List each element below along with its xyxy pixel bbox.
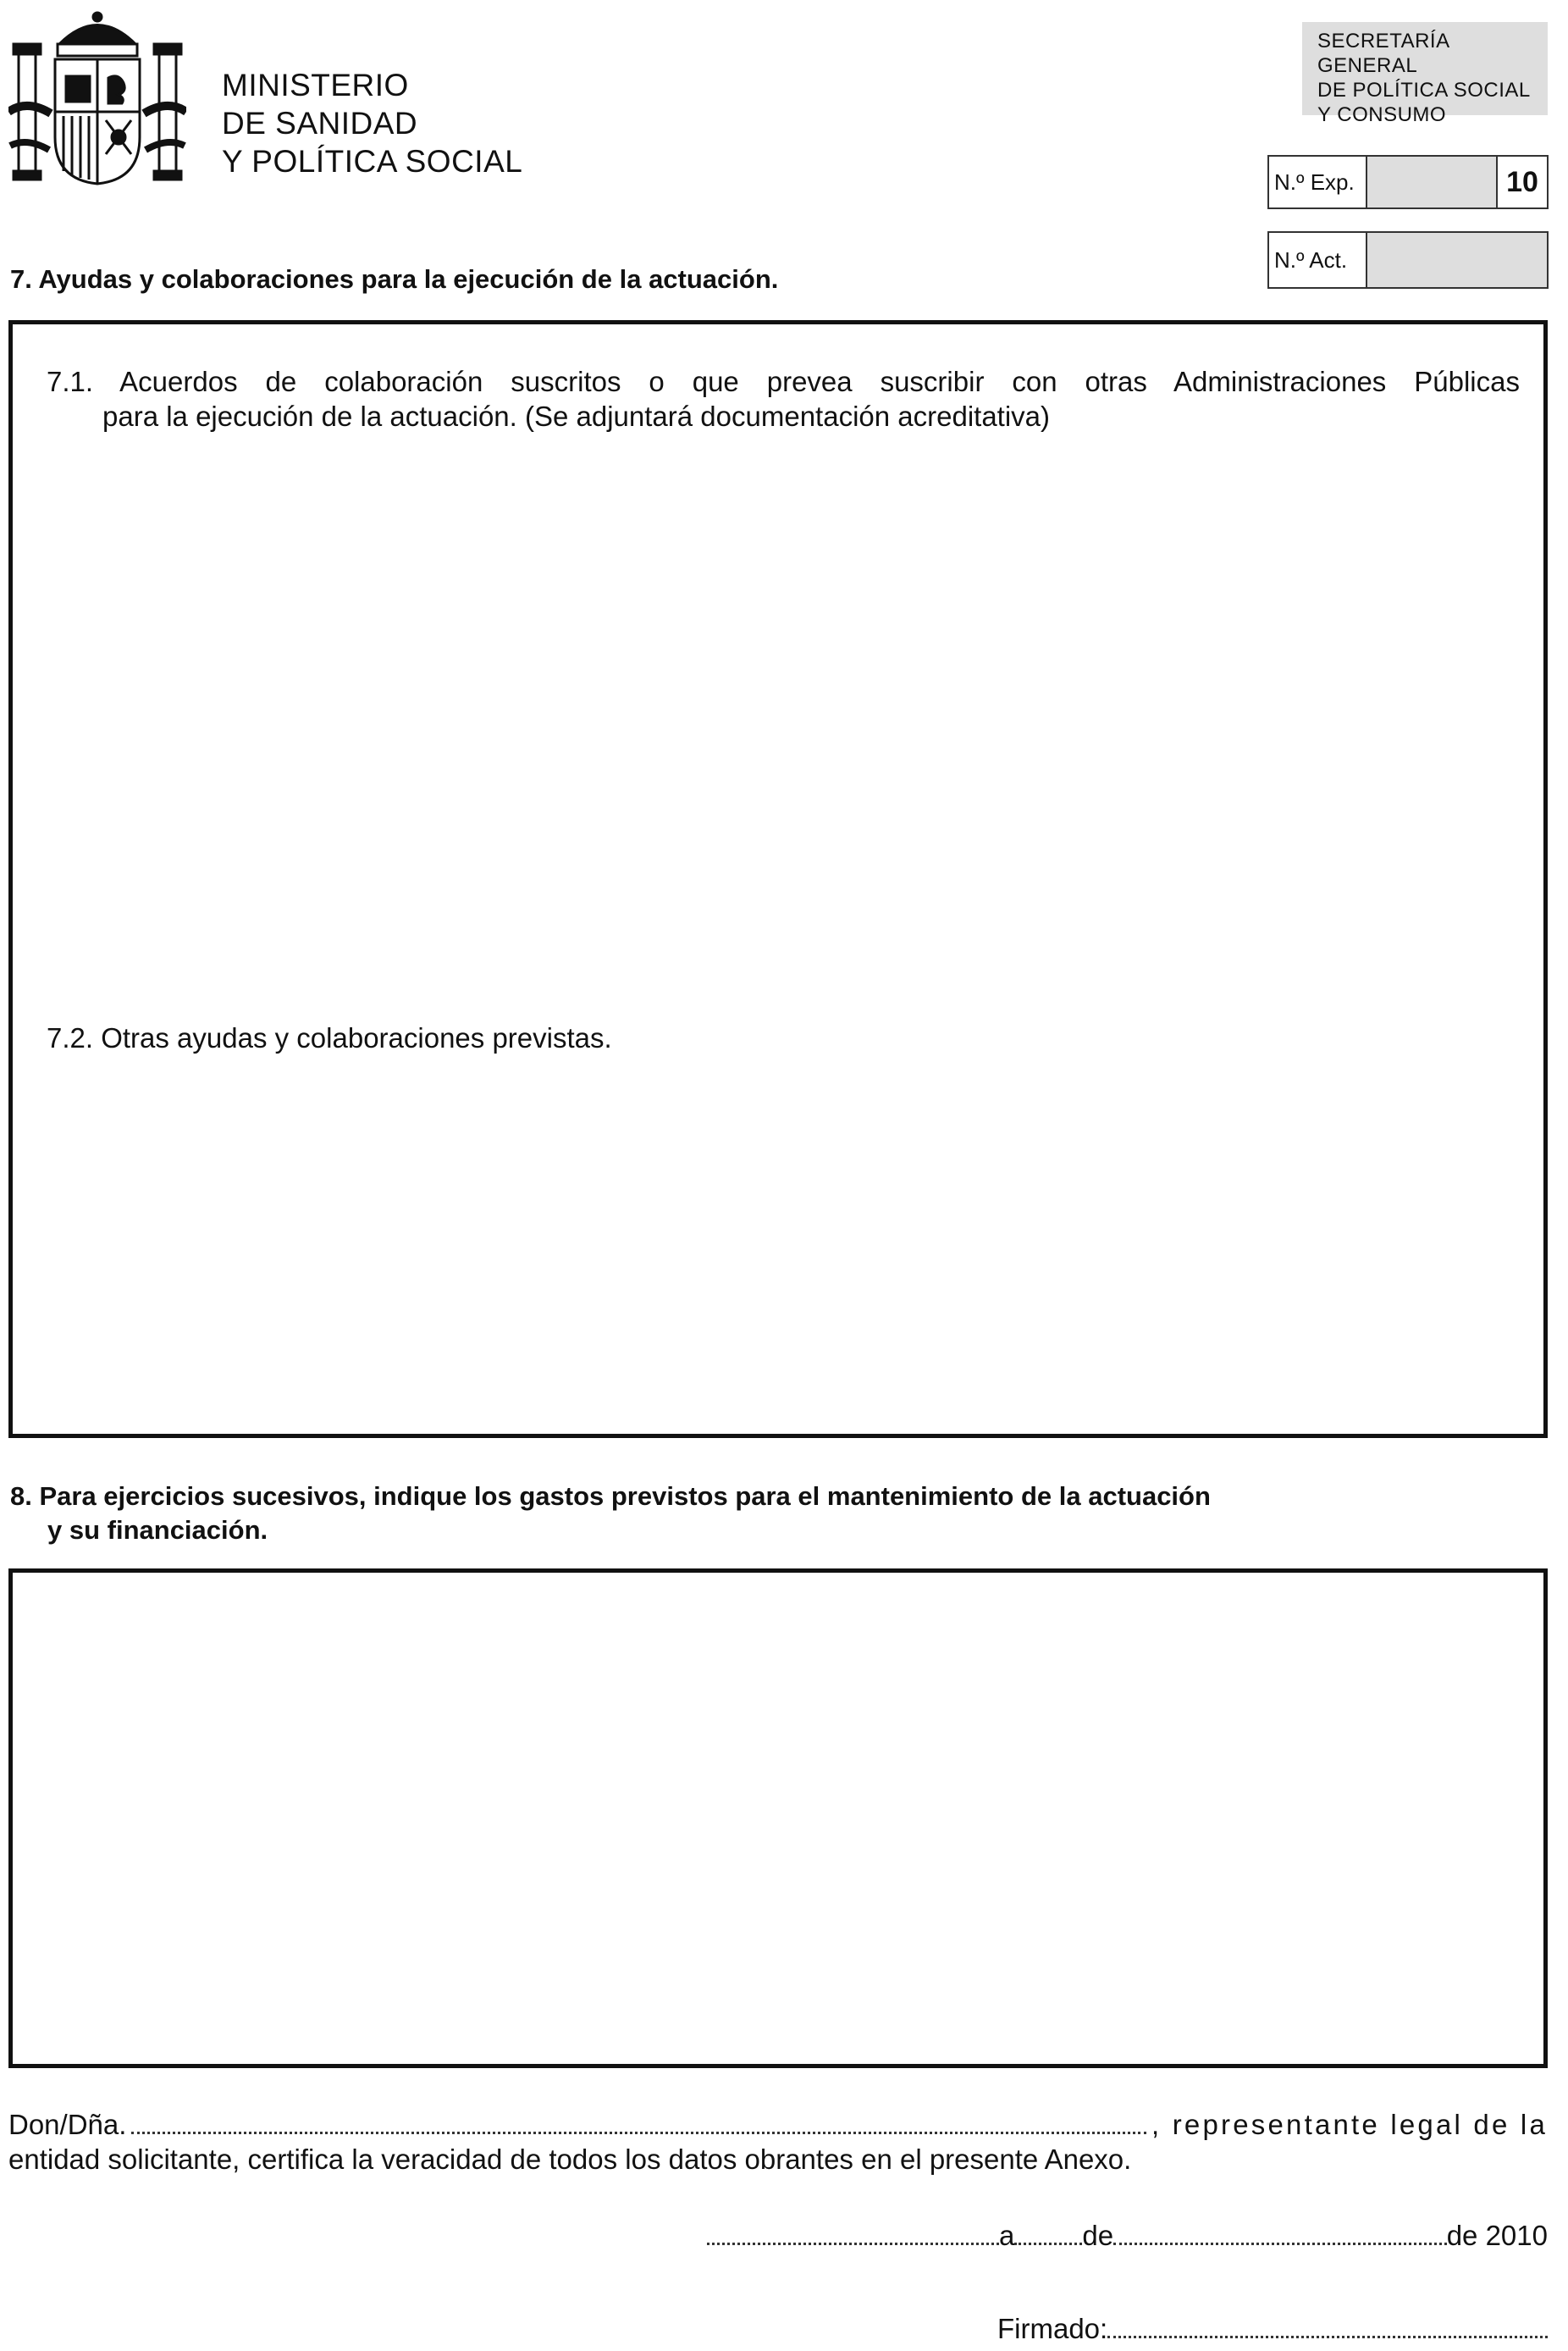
place-field[interactable]: [707, 2242, 999, 2245]
ministry-line-3: Y POLÍTICA SOCIAL: [222, 144, 523, 179]
date-year-label: de 2010: [1446, 2220, 1548, 2251]
item-7-2: 7.2. Otras ayudas y colaboraciones previstas.: [47, 1022, 612, 1054]
actuacion-row: [1267, 231, 1549, 289]
section-7-answer-box[interactable]: [8, 320, 1548, 1438]
signature-line: [997, 2313, 1548, 2345]
secretaria-line-3: Y CONSUMO: [1317, 103, 1447, 126]
representative-name-field[interactable]: [131, 2131, 1146, 2134]
section-8-title-line-2: y su financiación.: [47, 1515, 268, 1545]
item-7-1-line-2: para la ejecución de la actuación. (Se adjuntará documentación acreditativa): [102, 401, 1051, 432]
day-field[interactable]: [1014, 2242, 1082, 2245]
signature-label: Firmado:: [997, 2313, 1108, 2344]
expediente-label: N.º Exp.: [1269, 157, 1367, 207]
ministry-line-2: DE SANIDAD: [222, 106, 418, 141]
date-line: [707, 2220, 1548, 2252]
ministry-name: [222, 66, 522, 180]
section-8-title: [10, 1480, 1211, 1547]
item-7-1-line-1: 7.1. Acuerdos de colaboración suscritos o que prevea suscribir con otras Administraciones Públicas: [47, 366, 1520, 397]
certification-prefix: Don/Dña.: [8, 2109, 127, 2140]
date-a-label: a: [999, 2220, 1015, 2251]
signature-field[interactable]: [1107, 2335, 1548, 2338]
month-field[interactable]: [1113, 2242, 1447, 2245]
certification-line-2: entidad solicitante, certifica la veracidad de todos los datos obrantes en el presente Anexo.: [8, 2144, 1132, 2175]
secretaria-line-1: SECRETARÍA GENERAL: [1317, 30, 1449, 77]
date-de-label: de: [1082, 2220, 1114, 2251]
secretaria-block: [1302, 22, 1548, 126]
section-7-title: 7. Ayudas y colaboraciones para la ejecución de la actuación.: [10, 264, 779, 294]
expediente-row: [1267, 155, 1549, 209]
page-number: 10: [1496, 157, 1547, 207]
ministry-line-1: MINISTERIO: [222, 68, 409, 102]
section-8-title-line-1: 8. Para ejercicios sucesivos, indique los gastos previstos para el mantenimiento de la actuación: [10, 1481, 1211, 1511]
section-8-answer-box[interactable]: [8, 1568, 1548, 2068]
certification-suffix: , representante legal de la: [1151, 2109, 1548, 2140]
actuacion-field[interactable]: [1367, 233, 1547, 287]
secretaria-line-2: DE POLÍTICA SOCIAL: [1317, 79, 1531, 102]
item-7-1: [47, 364, 1520, 434]
actuacion-label: N.º Act.: [1269, 233, 1367, 287]
certification-text: [8, 2107, 1548, 2177]
coat-of-arms-logo: [8, 10, 186, 192]
